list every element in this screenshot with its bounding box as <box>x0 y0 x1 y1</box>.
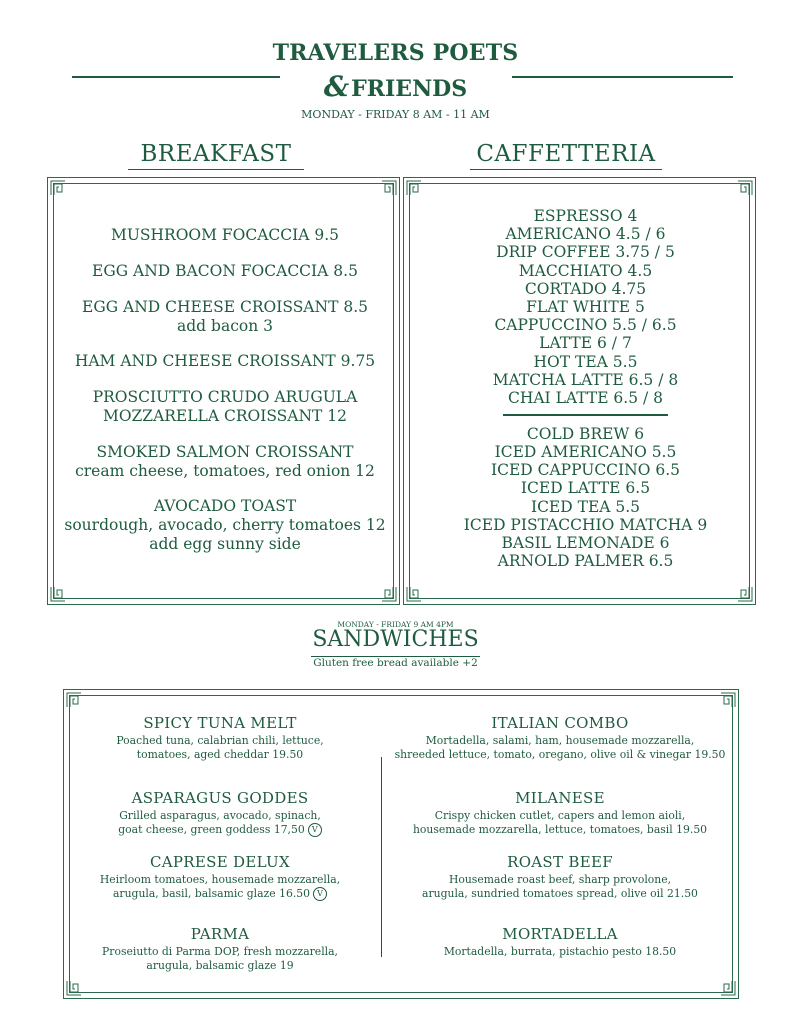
drink-item: ARNOLD PALMER 6.5 <box>497 552 674 571</box>
sandwich-item: ASPARAGUS GODDES Grilled asparagus, avocado, spinach, goat cheese, green goddess 17,50 V <box>118 789 321 836</box>
drinks-divider <box>503 414 668 416</box>
drink-item: MATCHA LATTE 6.5 / 8 <box>492 370 679 389</box>
drink-item: FLAT WHITE 5 <box>526 298 645 317</box>
drink-item: CORTADO 4.75 <box>524 279 647 298</box>
drink-item: COLD BREW 6 <box>526 424 645 443</box>
sandwich-item: SPICY TUNA MELT Poached tuna, calabrian chili, lettuce, tomatoes, aged cheddar 19.50 <box>116 714 324 761</box>
breakfast-title-underline <box>128 169 304 170</box>
corner-ornament-icon <box>66 692 82 708</box>
drink-item: LATTE 6 / 7 <box>539 334 632 353</box>
corner-ornament-icon <box>66 980 82 996</box>
sandwich-item: CAPRESE DELUX Heirloom tomatoes, housemade mozzarella, arugula, basil, balsamic glaze 16.50 V <box>99 853 341 900</box>
caffetteria-title-text: CAFFETTERIA <box>476 141 656 167</box>
sandwich-item: ROAST BEEF Housemade roast beef, sharp provolone, arugula, sundried tomatoes spread, olive oil 21.50 <box>422 853 698 900</box>
corner-ornament-icon <box>406 586 422 602</box>
drink-item: ICED AMERICANO 5.5 <box>494 442 677 461</box>
vegetarian-icon: V <box>313 887 327 901</box>
breakfast-item: HAM AND CHEESE CROISSANT 9.75 <box>74 352 376 370</box>
drink-item: ICED LATTE 6.5 <box>520 479 651 498</box>
drink-item: AMERICANO 4.5 / 6 <box>505 225 666 244</box>
corner-ornament-icon <box>50 586 66 602</box>
drink-item: BASIL LEMONADE 6 <box>501 533 670 552</box>
header-rule-right <box>512 76 733 78</box>
breakfast-item: AVOCADO TOAST sourdough, avocado, cherry tomatoes 12 add egg sunny side <box>64 497 386 553</box>
sandwich-item: MILANESE Crispy chicken cutlet, capers and lemon aioli, housemade mozzarella, lettuce, tomatoes, basil 19.50 <box>412 789 708 836</box>
caffetteria-title-underline <box>470 169 662 170</box>
corner-ornament-icon <box>381 586 397 602</box>
corner-ornament-icon <box>381 180 397 196</box>
corner-ornament-icon <box>720 980 736 996</box>
drink-item: ICED PISTACCHIO MATCHA 9 <box>463 515 708 534</box>
corner-ornament-icon <box>50 180 66 196</box>
drink-item: DRIP COFFEE 3.75 / 5 <box>496 243 675 262</box>
drink-item: ESPRESSO 4 <box>533 207 638 225</box>
sandwich-item: ITALIAN COMBO Mortadella, salami, ham, housemade mozzarella, shreeded lettuce, tomato, oregano, olive oil & vinegar 19.50 <box>394 714 726 761</box>
restaurant-name-line1: TRAVELERS POETS <box>272 40 519 66</box>
breakfast-item: EGG AND CHEESE CROISSANT 8.5 add bacon 3 <box>82 298 368 335</box>
drink-item: HOT TEA 5.5 <box>533 352 638 371</box>
sandwich-item: MORTADELLA Mortadella, burrata, pistachio pesto 18.50 <box>443 925 677 958</box>
corner-ornament-icon <box>737 586 753 602</box>
breakfast-item: MUSHROOM FOCACCIA 9.5 <box>110 226 340 244</box>
corner-ornament-icon <box>737 180 753 196</box>
corner-ornament-icon <box>720 692 736 708</box>
header-rule-left <box>72 76 280 78</box>
sandwiches-hours: MONDAY - FRIDAY 9 AM 4PM <box>337 620 454 629</box>
sandwiches-title: SANDWICHES <box>312 627 479 652</box>
restaurant-name-friends: FRIENDS <box>351 76 468 102</box>
vegetarian-icon: V <box>308 823 322 837</box>
drink-item: ICED TEA 5.5 <box>530 497 641 516</box>
breakfast-item: SMOKED SALMON CROISSANT cream cheese, tomatoes, red onion 12 <box>75 443 375 480</box>
drink-item: CHAI LATTE 6.5 / 8 <box>507 389 664 408</box>
sandwich-item: PARMA Proseiutto di Parma DOP, fresh mozzarella, arugula, balsamic glaze 19 <box>102 925 338 972</box>
caffetteria-list <box>408 207 763 570</box>
drink-item: MACCHIATO 4.5 <box>518 261 653 280</box>
sandwiches-divider <box>381 757 382 957</box>
corner-ornament-icon <box>406 180 422 196</box>
drink-item: CAPPUCCINO 5.5 / 6.5 <box>494 316 677 335</box>
breakfast-item: EGG AND BACON FOCACCIA 8.5 <box>92 262 358 280</box>
breakfast-item: PROSCIUTTO CRUDO ARUGULA MOZZARELLA CROISSANT 12 <box>92 388 358 425</box>
caffetteria-title <box>470 141 662 170</box>
breakfast-title <box>128 141 304 170</box>
breakfast-title-text: BREAKFAST <box>140 141 292 167</box>
gluten-free-note: Gluten free bread available +2 <box>313 657 478 669</box>
ampersand: & <box>323 70 350 103</box>
drink-item: ICED CAPPUCCINO 6.5 <box>490 461 681 480</box>
breakfast-hours: MONDAY - FRIDAY 8 AM - 11 AM <box>301 108 490 121</box>
restaurant-name-line2 <box>0 70 791 103</box>
